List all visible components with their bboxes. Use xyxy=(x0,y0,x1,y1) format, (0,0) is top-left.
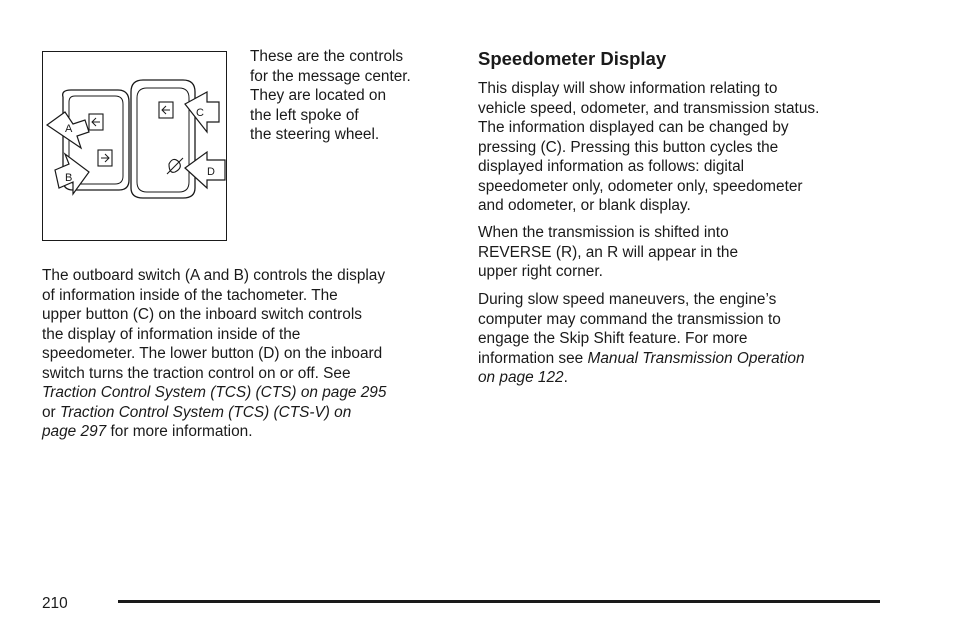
text-line: engage the Skip Shift feature. For more xyxy=(478,330,748,347)
svg-text:A: A xyxy=(65,123,73,135)
text-line: REVERSE (R), an R will appear in the xyxy=(478,243,739,261)
outboard-switch-paragraph xyxy=(42,266,457,442)
manual-transmission-reference-link-page[interactable]: on page 122 xyxy=(478,369,564,386)
text-line: switch turns the traction control on or off. See xyxy=(42,364,351,382)
tcs-cts-v-reference-link-page[interactable]: page 297 xyxy=(42,423,107,440)
text-tail: for more information. xyxy=(110,423,253,440)
inboard-switch-housing xyxy=(131,80,195,198)
footer-rule xyxy=(118,600,880,603)
tcs-cts-v-reference-link[interactable]: Traction Control System (TCS) (CTS-V) on xyxy=(59,403,352,421)
caption-line: They are located on xyxy=(250,87,387,104)
text-or: or xyxy=(42,403,56,421)
section-heading: Speedometer Display xyxy=(478,48,667,69)
text-line: displayed information as follows: digital xyxy=(478,158,745,175)
text-line: pressing (C). Pressing this button cycles the xyxy=(478,138,779,156)
figure-caption xyxy=(250,47,450,145)
text-line: upper button (C) on the inboard switch controls xyxy=(42,306,362,323)
caption-line: These are the controls xyxy=(250,48,404,65)
caption-line: the steering wheel. xyxy=(250,126,380,143)
text-line: During slow speed maneuvers, the engine’s xyxy=(478,291,777,308)
caption-line: the left spoke of xyxy=(250,106,359,124)
tcs-cts-reference-link[interactable]: Traction Control System (TCS) (CTS) on page 295 xyxy=(42,384,387,401)
text-line: the display of information inside of the xyxy=(42,325,301,343)
svg-text:C: C xyxy=(196,107,204,119)
text-period: . xyxy=(563,369,568,386)
text-lead: information see xyxy=(478,349,584,367)
text-line: This display will show information relating to xyxy=(478,80,778,97)
text-line: speedometer only, odometer only, speedometer xyxy=(478,177,803,195)
caption-line: for the message center. xyxy=(250,67,411,85)
speedometer-display-paragraph xyxy=(478,79,888,216)
text-line: upper right corner. xyxy=(478,263,603,280)
page-number: 210 xyxy=(42,595,68,612)
manual-transmission-reference-link[interactable]: Manual Transmission Operation xyxy=(587,349,805,367)
text-line: When the transmission is shifted into xyxy=(478,224,729,241)
steering-wheel-switches-illustration xyxy=(43,52,228,242)
message-center-controls-figure xyxy=(42,51,227,241)
reverse-indicator-paragraph xyxy=(478,223,888,282)
text-line: computer may command the transmission to xyxy=(478,310,781,328)
text-line: and odometer, or blank display. xyxy=(478,197,691,214)
svg-text:D: D xyxy=(207,166,215,178)
svg-text:B: B xyxy=(65,172,73,184)
text-line: The information displayed can be changed by xyxy=(478,119,789,136)
text-line: of information inside of the tachometer. The xyxy=(42,286,338,304)
text-line: The outboard switch (A and B) controls the display xyxy=(42,267,386,284)
skip-shift-paragraph xyxy=(478,290,888,388)
text-line: speedometer. The lower button (D) on the inboard xyxy=(42,345,383,362)
text-line: vehicle speed, odometer, and transmission status. xyxy=(478,99,820,117)
